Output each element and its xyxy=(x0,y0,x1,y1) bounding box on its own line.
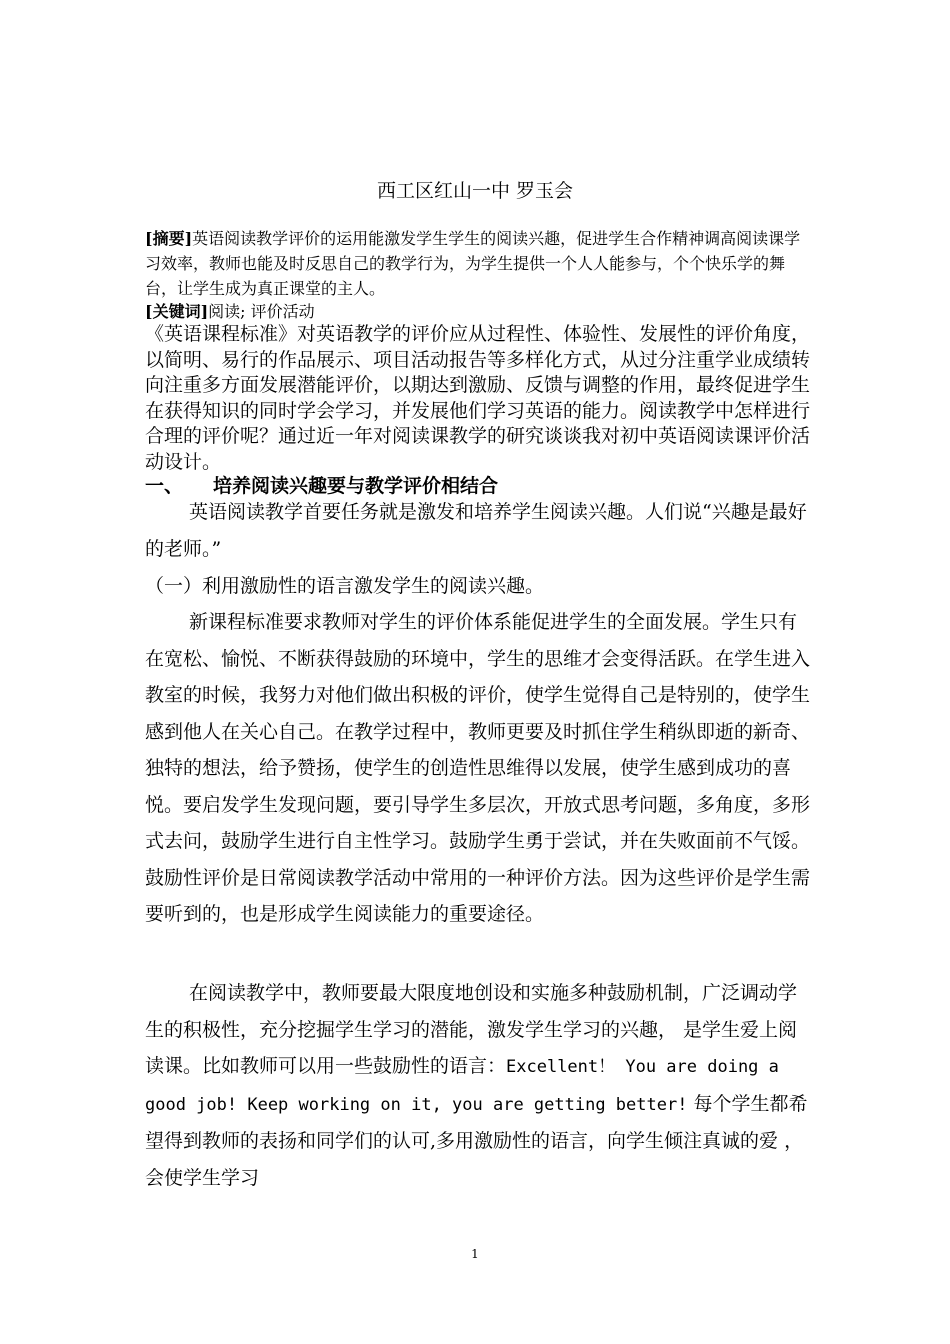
body-paragraph-3 xyxy=(145,975,815,1196)
keywords-text: 阅读; 评价活动 xyxy=(208,302,315,321)
page-number: 1 xyxy=(471,1247,479,1261)
body-paragraph-3-text-a: 在阅读教学中，教师要最大限度地创设和实施多种鼓励机制，广泛调动学生的积极性，充分挖掘学生学习的潜能，激发学生学习的兴趣， 是学生爱上阅读课。比如教师可以用一些鼓励性的语言： xyxy=(145,982,798,1077)
body-paragraph-1: 英语阅读教学首要任务就是激发和培养学生阅读兴趣。人们说“兴趣是最好的老师。” xyxy=(145,501,807,560)
keywords-label: [关键词] xyxy=(145,302,209,321)
abstract-label: [摘要] xyxy=(145,229,193,248)
section-heading-number: 一、 xyxy=(145,475,184,497)
abstract-text: 英语阅读教学评价的运用能激发学生学生的阅读兴趣，促进学生合作精神调高阅读课学习效率，教师也能及时反思自己的教学行为，为学生提供一个人人能参与，个个快乐学的舞台，让学生成为真正课堂的主人。 xyxy=(145,229,801,298)
section-heading-text: 培养阅读兴趣要与教学评价相结合 xyxy=(213,475,499,497)
subsection-heading-1: （一）利用激励性的语言激发学生的阅读兴趣。 xyxy=(145,575,545,597)
intro-paragraph: 《英语课程标准》对英语教学的评价应从过程性、体验性、发展性的评价角度，以简明、易行的作品展示、项目活动报告等多样化方式，从过分注重学业成绩转向注重多方面发展潜能评价，以期达到激励、反馈与调整的作用，最终促进学生在获得知识的同时学会学习，并发展他们学习英语的能力。阅读教学中怎样进行合理的评价呢？通过近一年对阅读课教学的研究谈谈我对初中英语阅读课评价活动设计。 xyxy=(145,323,811,473)
body-paragraph-3-text-b: 每个学生都希望得到教师的表扬和同学们的认可,多用激励性的语言，向学生倾注真诚的爱 ，会使学生学习 xyxy=(145,1092,808,1189)
author-line: 西工区红山一中 罗玉会 xyxy=(376,180,574,202)
abstract xyxy=(145,226,815,301)
english-praise-phrases: Excellent！ You are doing a good job! Keep working on it, you are getting better! xyxy=(145,1057,779,1115)
body-paragraph-2: 新课程标准要求教师对学生的评价体系能促进学生的全面发展。学生只有在宽松、愉悦、不断获得鼓励的环境中，学生的思维才会变得活跃。在学生进入教室的时候，我努力对他们做出积极的评价，使学生觉得自己是特别的，使学生感到他人在关心自己。在教学过程中，教师更要及时抓住学生稍纵即逝的新奇、独特的想法，给予赞扬，使学生的创造性思维得以发展，使学生感到成功的喜悦。要启发学生发现问题，要引导学生多层次，开放式思考问题，多角度，多形式去问，鼓励学生进行自主性学习。鼓励学生勇于尝试，并在失败面前不气馁。鼓励性评价是日常阅读教学活动中常用的一种评价方法。因为这些评价是学生需要听到的，也是形成学生阅读能力的重要途径。 xyxy=(145,611,811,925)
keywords xyxy=(145,299,815,324)
